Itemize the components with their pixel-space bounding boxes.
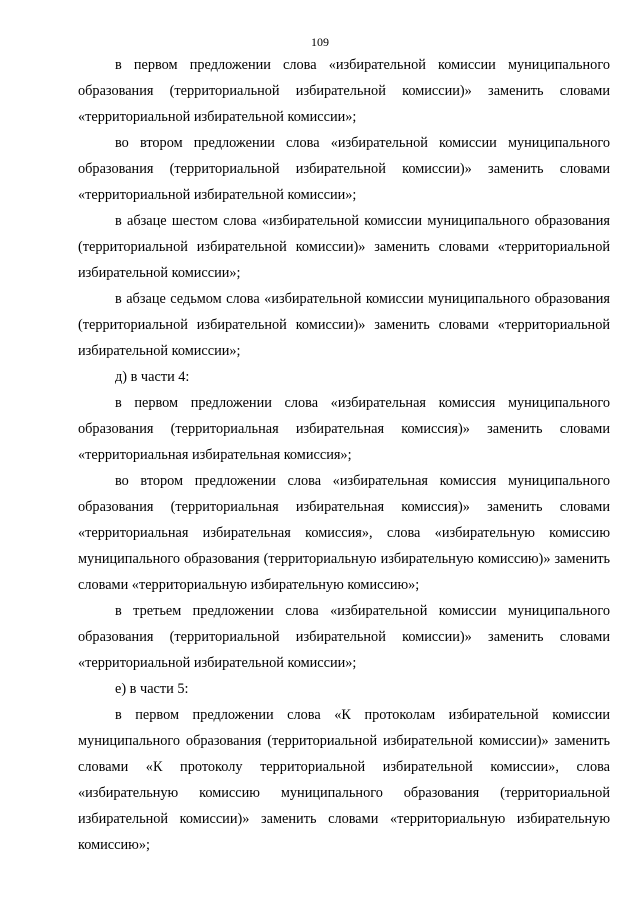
section-heading-e: е) в части 5: <box>115 681 189 697</box>
paragraph: в первом предложении слова «избирательная комиссия муниципального образования (территориальная избирательная комиссия)» заменить словами «территориальная избирательная комиссия»; <box>78 395 610 463</box>
paragraph: в первом предложении слова «К протоколам избирательной комиссии муниципального образования (территориальной избирательной комиссии)» заменить словами «К протоколу территориальной избирательной комиссии», слова «избирательную комиссию муниципального образования (территориальной избирательной комиссии)» заменить словами «территориальную избирательную комиссию»; <box>78 707 610 853</box>
paragraph: в третьем предложении слова «избирательной комиссии муниципального образования (территориальной избирательной комиссии)» заменить словами «территориальной избирательной комиссии»; <box>78 603 610 671</box>
document-body <box>78 52 610 858</box>
paragraph: во втором предложении слова «избирательной комиссии муниципального образования (территориальной избирательной комиссии)» заменить словами «территориальной избирательной комиссии»; <box>78 135 610 203</box>
section-heading-d: д) в части 4: <box>115 369 190 385</box>
page-number: 109 <box>311 35 329 49</box>
paragraph: во втором предложении слова «избирательная комиссия муниципального образования (территориальная избирательная комиссия)» заменить словами «территориальная избирательная комиссия», слова «избирательную комиссию муниципального образования (территориальную избирательную комиссию)» заменить словами «территориальную избирательную комиссию»; <box>78 473 610 593</box>
paragraph: в абзаце шестом слова «избирательной комиссии муниципального образования (территориальной избирательной комиссии)» заменить словами «территориальной избирательной комиссии»; <box>78 213 610 281</box>
paragraph: в первом предложении слова «избирательной комиссии муниципального образования (территориальной избирательной комиссии)» заменить словами «территориальной избирательной комиссии»; <box>78 57 610 125</box>
paragraph: в абзаце седьмом слова «избирательной комиссии муниципального образования (территориальной избирательной комиссии)» заменить словами «территориальной избирательной комиссии»; <box>78 291 610 359</box>
